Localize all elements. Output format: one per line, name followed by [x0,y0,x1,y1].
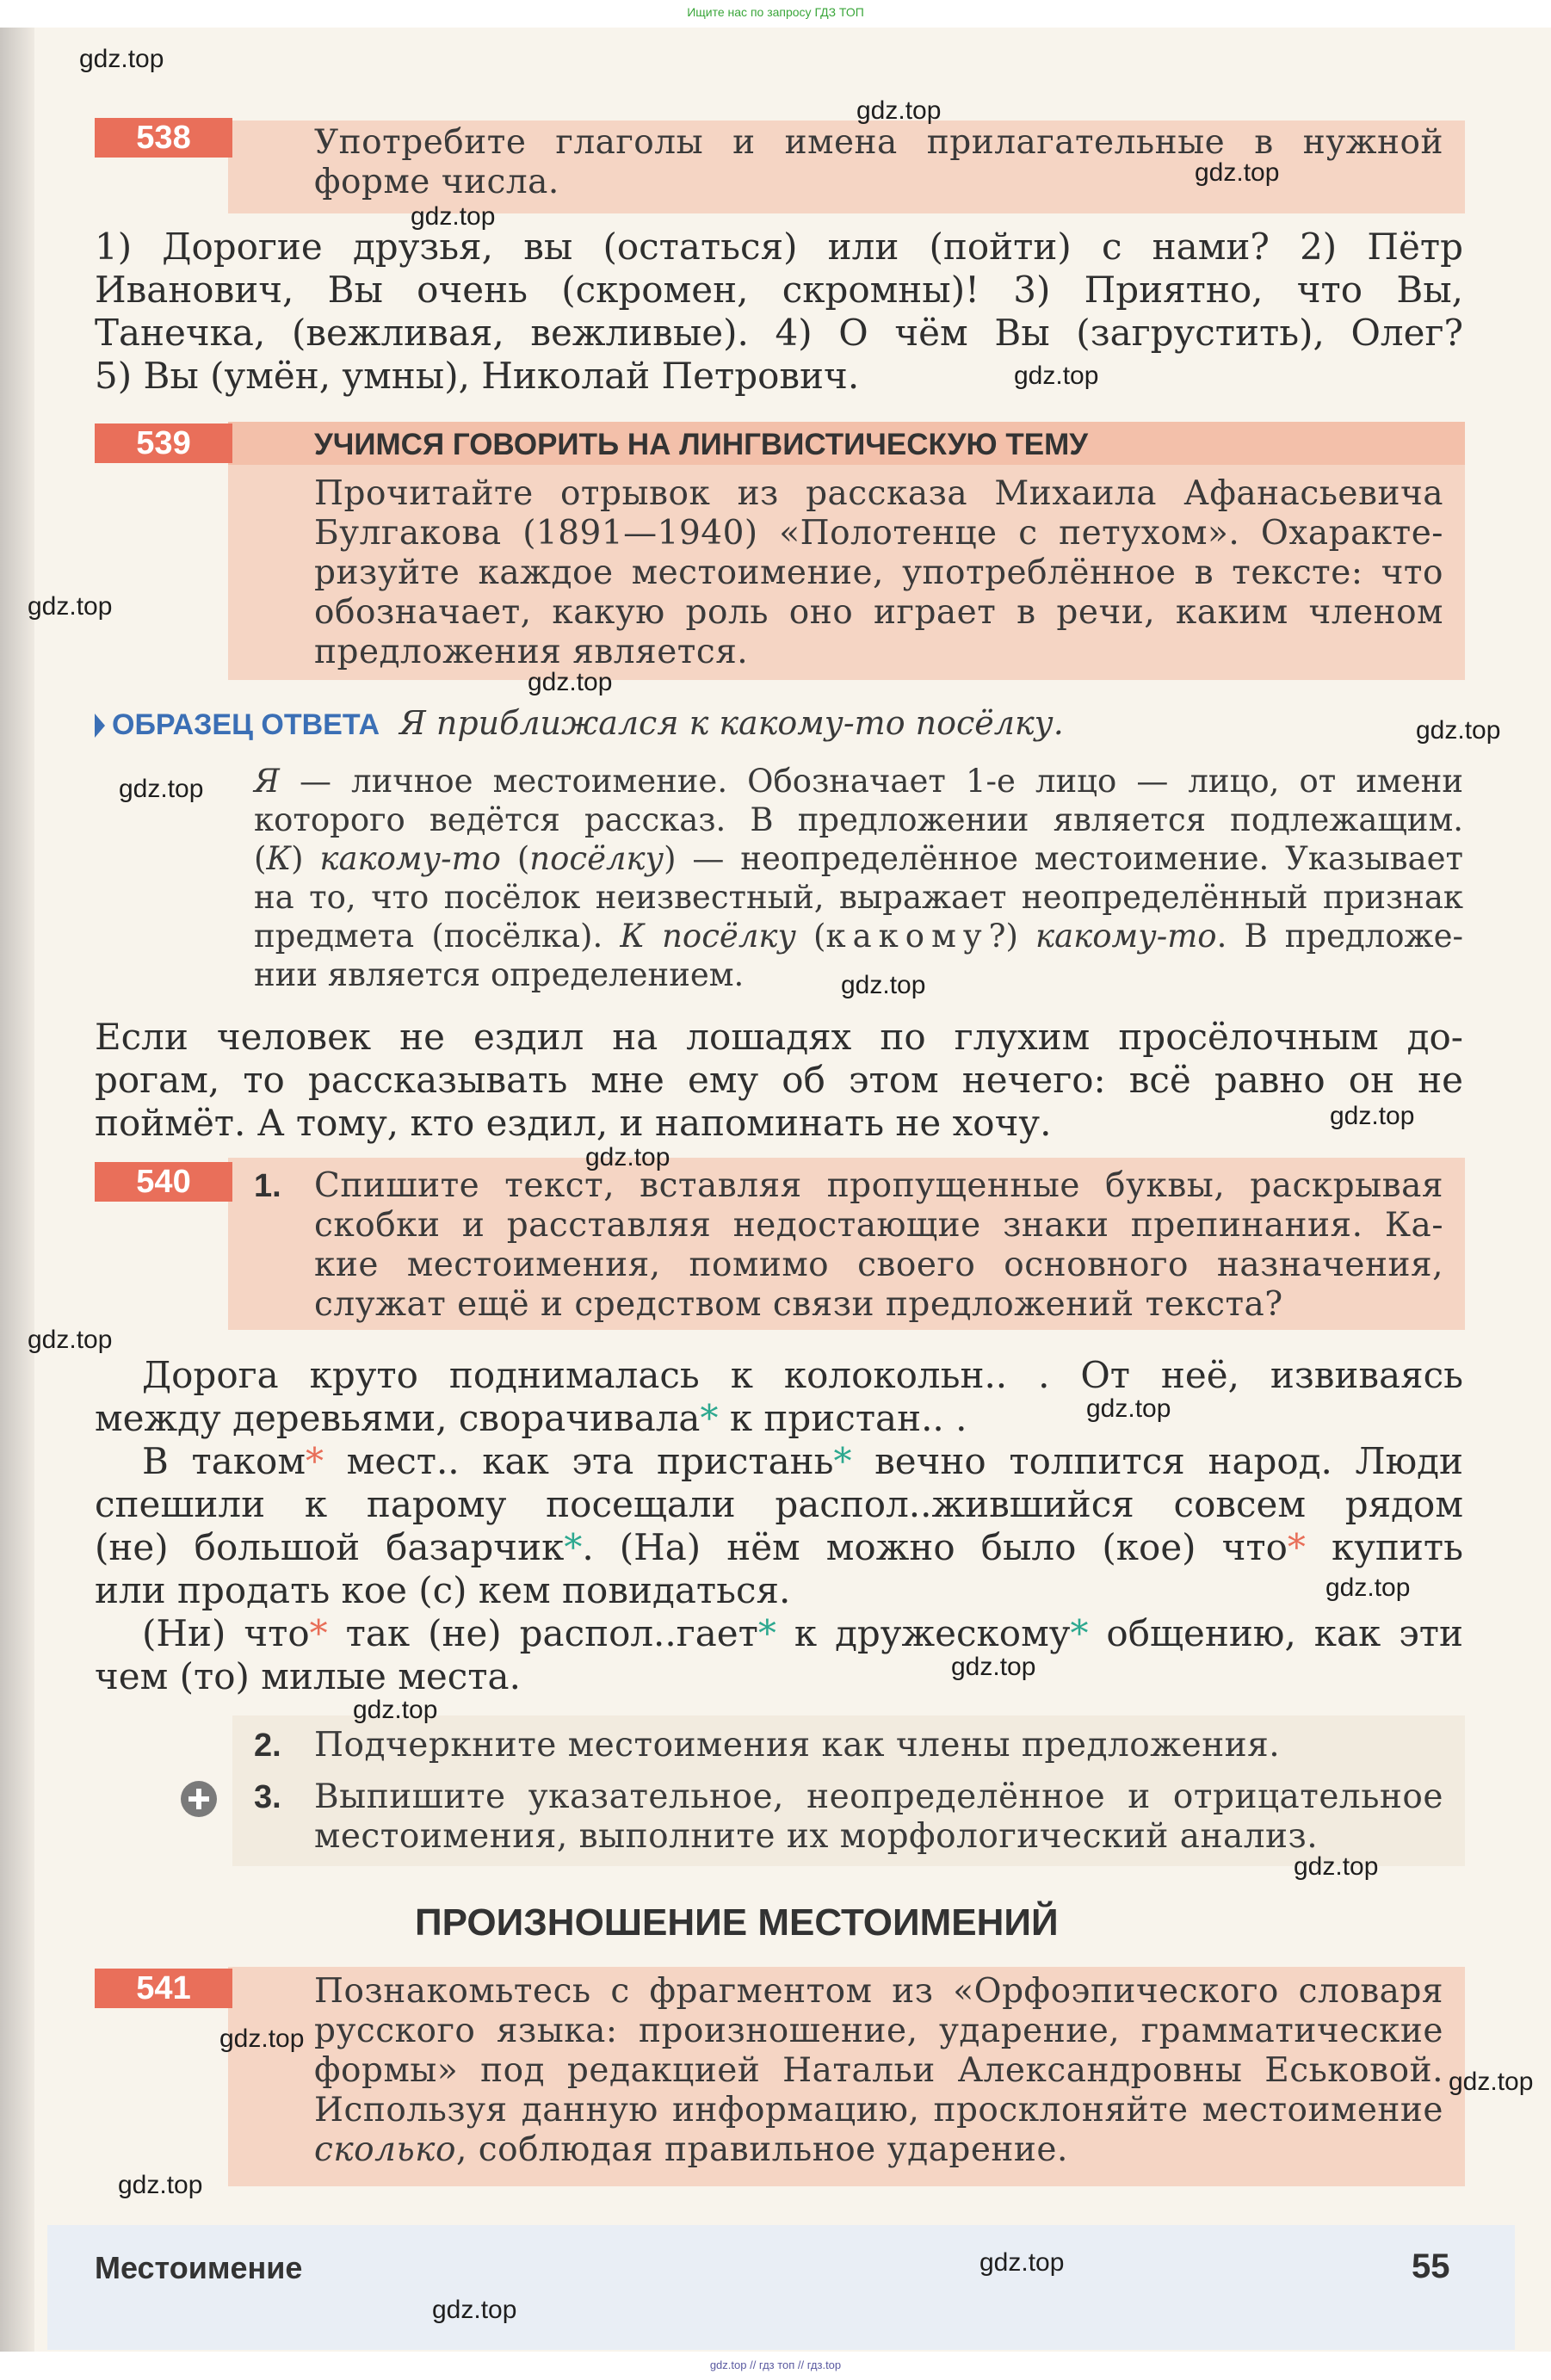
watermark: gdz.top [79,45,164,73]
section-heading: ПРОИЗНОШЕНИЕ МЕСТОИМЕНИЙ [415,1901,1059,1944]
task-line: русского языка: произношение, ударение, грамматические [314,2012,1443,2050]
task-line: Булгакова (1891—1940) «Полотенце с петухом». Охаракте- [314,514,1443,553]
watermark: gdz.top [528,668,613,696]
sample-text: ( [795,918,826,955]
body-text: к пристан.. . [718,1397,967,1439]
exercise-number-541: 541 [95,1969,232,2008]
task-540-2: Подчеркните местоимения как члены предложения. [314,1726,1281,1765]
sample-label: ОБРАЗЕЦ ОТВЕТА [112,708,380,741]
sample-line: которого ведётся рассказ. В предложении является подлежащим. [254,801,1463,838]
watermark: gdz.top [1416,716,1501,745]
body-text: между деревьями, сворачивала [95,1397,701,1439]
body-text: (не) большой базарчик [95,1526,565,1568]
watermark: gdz.top [585,1143,670,1171]
watermark: gdz.top [119,775,204,803]
sample-line [254,762,1463,801]
watermark: gdz.top [1325,1573,1411,1602]
exercise-number-538: 538 [95,118,232,158]
sample-sentence: Я приближался к какому-то посёлку. [399,704,1064,742]
watermark: gdz.top [1330,1102,1415,1130]
sample-question: какому [825,918,989,955]
task-line: скобки и расставляя недостающие знаки препинания. Ка- [314,1206,1443,1245]
task-540 [314,1166,1443,1325]
body-text: так (не) распол..гает [327,1612,758,1654]
sample-text: — личное местоимение. Обозначает 1-е лицо — лицо, от имени [279,763,1463,800]
sample-line [254,839,1463,878]
task-line: предложения является. [314,633,749,671]
sample-text: ) — неопределённое местоимение. Указывает [664,840,1463,877]
sample-text: ( [500,840,530,877]
task-line: формы» под редакцией Натальи Александровны Еськовой. [314,2051,1443,2090]
sample-text: ( [254,840,267,877]
body-line: Танечка, (вежливая, вежливые). 4) О чём Вы (загрустить), Олег? [95,312,1463,354]
task-line: Употребите глаголы и имена прилагательные в нужной [314,123,1443,162]
page-binding-shadow [0,28,34,2352]
sample-word: какому-то [319,840,501,877]
sentences-538 [95,226,1463,398]
task-text: , соблюдая правильное ударение. [455,2130,1068,2169]
task-line: ризуйте каждое местоимение, употреблённое в тексте: что [314,553,1443,592]
task-541 [314,1972,1443,2170]
exercise-number-539: 539 [95,423,232,463]
watermark: gdz.top [951,1653,1036,1681]
text-540 [95,1354,1463,1698]
subtask-number-2: 2. [254,1728,281,1764]
watermark: gdz.top [856,96,942,125]
body-line: рогам, то рассказывать мне ему об этом нечего: всё равно он не [95,1059,1463,1101]
watermark: gdz.top [28,1326,113,1354]
page-number: 55 [1412,2247,1450,2285]
footer-section: Местоимение [95,2250,303,2285]
sample-word: какому-то [1035,918,1217,955]
asterisk-mark: * [306,1440,324,1482]
watermark: gdz.top [1449,2068,1534,2096]
rubric-heading-539: УЧИМСЯ ГОВОРИТЬ НА ЛИНГВИСТИЧЕСКУЮ ТЕМУ [314,428,1088,461]
body-text: мест.. как эта пристань [324,1440,834,1482]
excerpt-539 [95,1016,1463,1145]
sample-word: К посёлку [620,918,796,955]
asterisk-mark: * [309,1612,328,1654]
body-line [95,1526,1463,1569]
asterisk-mark: * [564,1526,583,1568]
task-line: служат ещё и средством связи предложений текста? [314,1285,1283,1324]
body-text: . (На) нём можно было (кое) что [582,1526,1288,1568]
watermark: gdz.top [432,2296,517,2324]
asterisk-mark: * [833,1440,852,1482]
watermark: gdz.top [353,1696,438,1724]
sample-text: . В предложе- [1216,918,1463,955]
sample-answer-header [95,704,1064,742]
body-text: общению, как эти [1088,1612,1464,1654]
body-line: Если человек не ездил на лошадях по глухим просёлочным до- [95,1016,1463,1058]
body-text: В таком [142,1440,306,1482]
watermark: gdz.top [979,2248,1065,2277]
watermark: gdz.top [28,592,113,621]
task-line: Познакомьтесь с фрагментом из «Орфоэпического словаря [314,1972,1443,2011]
body-line: или продать кое (с) кем повидаться. [95,1569,791,1611]
body-text: вечно толпится народ. Люди [851,1440,1463,1482]
task-line: кие местоимения, помимо своего основного назначения, [314,1246,1443,1284]
sample-word: посёлку [529,840,664,877]
watermark: gdz.top [1195,158,1280,187]
body-text: купить [1305,1526,1463,1568]
task-line: Используя данную информацию, просклоняйте местоимение [314,2091,1443,2130]
asterisk-mark: * [1070,1612,1089,1654]
task-line: обозначает, какую роль оно играет в речи, каким членом [314,593,1443,632]
task-line: Выпишите указательное, неопределённое и отрицательное [314,1777,1443,1816]
sample-word: Я [254,763,280,800]
footer-band [47,2225,1515,2350]
body-line: спешили к парому посещали распол..жившийся совсем рядом [95,1483,1463,1525]
asterisk-mark: * [700,1397,719,1439]
body-line [95,1440,1463,1483]
task-539 [314,474,1443,672]
task-540-3 [314,1777,1443,1857]
sample-line: нии является определением. [254,956,745,993]
body-line [95,1612,1463,1655]
asterisk-mark: * [1287,1526,1306,1568]
body-line: 5) Вы (умён, умны), Николай Петрович. [95,355,860,397]
sample-text: ) [291,840,320,877]
task-line: Спишите текст, вставляя пропущенные буквы, раскрывая [314,1166,1443,1205]
sample-text: ?) [988,918,1036,955]
watermark: gdz.top [219,2025,305,2053]
body-line: поймёт. А тому, кто ездил, и напоминать не хочу. [95,1102,1052,1144]
sample-line [254,917,1463,955]
body-text: к дружескому [776,1612,1071,1654]
body-line: чем (то) милые места. [95,1655,521,1697]
body-line [95,1397,1463,1440]
task-line [314,2130,1443,2170]
body-line: Иванович, Вы очень (скромен, скромны)! 3) Приятно, что Вы, [95,269,1463,311]
watermark: gdz.top [1086,1394,1171,1423]
subtask-number-3: 3. [254,1779,281,1815]
body-line: 1) Дорогие друзья, вы (остаться) или (пойти) с нами? 2) Пётр [95,226,1463,268]
watermark: gdz.top [1294,1852,1379,1881]
task-line: Прочитайте отрывок из рассказа Михаила Афанасьевича [314,474,1443,513]
triangle-marker-icon [95,714,105,738]
site-hint-top: Ищите нас по запросу ГДЗ ТОП [687,5,864,19]
asterisk-mark: * [757,1612,776,1654]
task-line: форме числа. [314,163,559,201]
site-hint-bottom: gdz.top // гдз топ // гдз.top [709,2358,842,2371]
body-text: (Ни) что [142,1612,310,1654]
sample-analysis [254,762,1463,994]
task-line: местоимения, выполните их морфологический анализ. [314,1817,1319,1856]
watermark: gdz.top [841,971,926,999]
watermark: gdz.top [1014,362,1099,390]
subtask-number-1: 1. [254,1168,281,1204]
body-line: Дорога круто поднималась к колокольн.. . От неё, извиваясь [142,1354,1463,1396]
plus-circle-icon [181,1781,217,1817]
task-word: сколько [314,2130,456,2169]
sample-line: на то, что посёлок неизвестный, выражает неопределённый признак [254,879,1463,916]
watermark: gdz.top [411,202,496,231]
watermark: gdz.top [118,2171,203,2199]
exercise-number-540: 540 [95,1162,232,1202]
sample-word: К [266,840,292,877]
sample-text: предмета (посёлка). [254,918,621,955]
